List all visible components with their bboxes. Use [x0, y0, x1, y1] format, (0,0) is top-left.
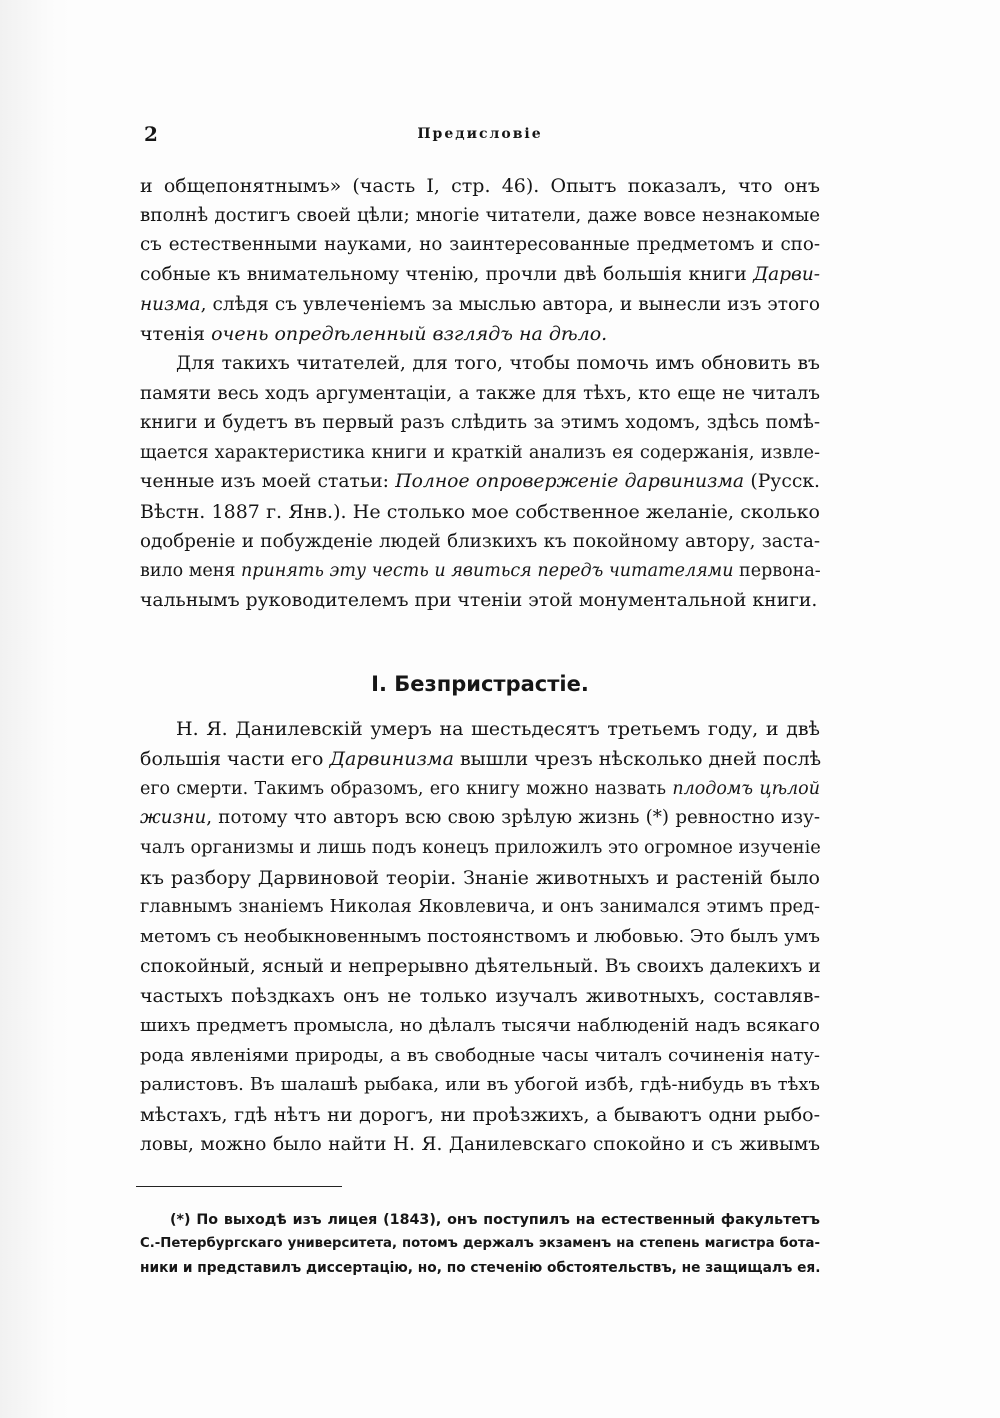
text-line: ловы, можно было найти Н. Я. Данилевскаго спокойно и съ живымъ — [140, 1134, 820, 1155]
text-line: Вѣстн. 1887 г. Янв.). Не столько мое собственное желаніе, сколько — [140, 501, 820, 523]
text-line: собные къ внимательному чтенію, прочли двѣ большія книги Дарви- — [140, 264, 820, 285]
text-line: вполнѣ достигъ своей цѣли; многіе читатели, даже вовсе незнакомые — [140, 205, 820, 226]
italic-text: плодомъ цѣлой — [672, 779, 820, 799]
text-line: ралистовъ. Въ шалашѣ рыбака, или въ убогой избѣ, гдѣ-нибудь въ тѣхъ — [140, 1074, 820, 1095]
text-line: чалъ организмы и лишь подъ конецъ приложилъ это огромное изученіе — [140, 838, 821, 858]
page-header — [140, 122, 820, 148]
section-title: I. Безпристрастіе. — [371, 672, 589, 696]
italic-text: Полное опроверженіе дарвинизма — [395, 471, 745, 492]
text-line: Н. Я. Данилевскій умеръ на шестьдесятъ третьемъ году, и двѣ — [176, 718, 820, 740]
text-line: рода явленіями природы, а въ свободные часы читалъ сочиненія нату- — [140, 1045, 820, 1066]
text-line: мѣстахъ, гдѣ нѣтъ ни дорогъ, ни проѣзжихъ, а бываютъ одни рыбо- — [140, 1104, 820, 1126]
italic-text: Дарви- — [753, 264, 820, 285]
text-line: вило меня принять эту честь и явиться передъ читателями первона- — [140, 561, 821, 581]
text-line: метомъ съ необыкновеннымъ постоянствомъ и любовью. Это былъ умъ — [140, 926, 820, 947]
text-line: чальнымъ руководителемъ при чтеніи этой монументальной книги. — [140, 590, 818, 611]
text-line: низма, слѣдя съ увлеченіемъ за мыслью автора, и вынесли изъ этого — [140, 294, 820, 315]
text-line: памяти весь ходъ аргументаціи, а также для тѣхъ, кто еще не читалъ — [140, 383, 820, 404]
text-line: спокойный, ясный и непрерывно дѣятельный. Въ своихъ далекихъ и — [140, 956, 821, 977]
text-line: книги и будетъ въ первый разъ слѣдить за этимъ ходомъ, здѣсь помѣ- — [140, 412, 820, 433]
text-line: жизни, потому что авторъ всю свою зрѣлую жизнь (*) ревностно изу- — [140, 807, 820, 828]
italic-text: низма — [140, 294, 201, 315]
text-line: шихъ предметъ промысла, но дѣлалъ тысячи наблюденій надъ всякаго — [140, 1015, 820, 1036]
text-line: чтенія очень опредѣленный взглядъ на дѣло. — [140, 323, 608, 345]
italic-text: жизни — [140, 807, 207, 828]
text-line: большія части его Дарвинизма вышли чрезъ нѣсколько дней послѣ — [140, 748, 822, 770]
text-line: ченные изъ моей статьи: Полное опроверженіе дарвинизма (Русск. — [140, 471, 821, 492]
page-number: 2 — [144, 122, 158, 146]
footnote-line: С.-Петербургскаго университета, потомъ держалъ экзаменъ на степень магистра бота- — [140, 1236, 820, 1251]
text-line: съ естественными науками, но заинтересованные предметомъ и спо- — [140, 234, 820, 255]
footnote-rule — [136, 1186, 342, 1187]
text-line: Для такихъ читателей, для того, чтобы помочь имъ обновить въ — [176, 353, 820, 374]
text-line: главнымъ знаніемъ Николая Яковлевича, и онъ занимался этимъ пред- — [140, 897, 820, 917]
italic-text: Дарвинизма — [329, 748, 454, 770]
footnote-line: (*) По выходѣ изъ лицея (1843), онъ поступилъ на естественный факультетъ — [170, 1212, 820, 1228]
text-line: щается характеристика книги и краткій анализъ ея содержанія, извле- — [140, 443, 820, 463]
text-line: частыхъ поѣздкахъ онъ не только изучалъ животныхъ, составляв- — [140, 985, 820, 1007]
text-line: одобреніе и побужденіе людей близкихъ къ покойному автору, заста- — [140, 531, 820, 552]
italic-text: очень опредѣленный взглядъ на дѣло. — [211, 323, 608, 345]
page-gutter-shadow — [0, 0, 70, 1418]
italic-text: принять эту честь и явиться передъ читателями — [240, 561, 734, 581]
text-line: и общепонятнымъ» (часть I, стр. 46). Опытъ показалъ, что онъ — [140, 175, 820, 197]
footnote-line: ники и представилъ диссертацію, но, по стеченію обстоятельствъ, не защищалъ ея. — [140, 1260, 821, 1276]
text-line: его смерти. Такимъ образомъ, его книгу можно назвать плодомъ цѣлой — [140, 779, 820, 799]
text-line: къ разбору Дарвиновой теоріи. Знаніе животныхъ и растеній было — [140, 867, 820, 889]
running-head: Предисловіе — [417, 126, 543, 142]
